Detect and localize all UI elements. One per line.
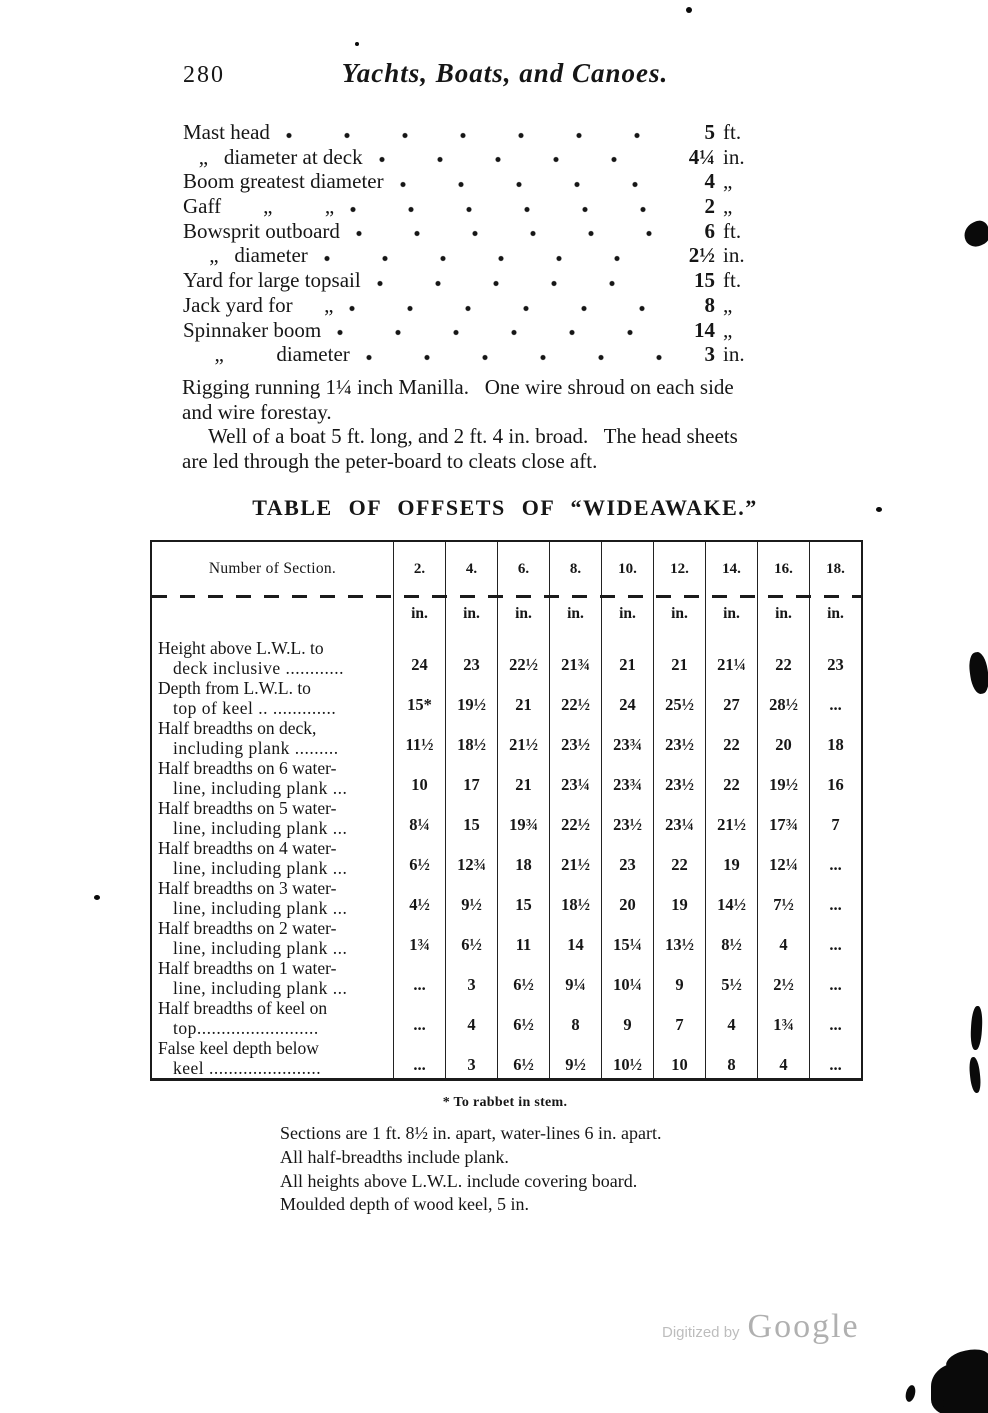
spar-unit: in. bbox=[723, 342, 745, 367]
spar-unit: in. bbox=[723, 144, 745, 169]
table-value-cell: 18½ bbox=[549, 878, 601, 918]
table-value-cell: 23¼ bbox=[549, 758, 601, 798]
table-value-cell: 22 bbox=[705, 758, 757, 798]
table-value-cell: 23 bbox=[601, 838, 653, 878]
table-value-cell: 23½ bbox=[653, 758, 705, 798]
spar-unit: „ bbox=[723, 169, 733, 194]
table-value-cell: 10 bbox=[393, 758, 445, 798]
row-label-line2: keel ....................... bbox=[173, 1057, 322, 1078]
table-value-cell: ... bbox=[809, 878, 861, 918]
row-label-line1: Half breadths on 1 water- bbox=[158, 958, 337, 978]
table-value-cell: ... bbox=[809, 958, 861, 998]
table-value-cell: 6½ bbox=[497, 958, 549, 998]
row-label-line2: deck inclusive ............ bbox=[173, 657, 344, 678]
table-value-cell: 15¼ bbox=[601, 918, 653, 958]
row-label-line1: Half breadths on deck, bbox=[158, 718, 317, 738]
spar-value: 14 bbox=[694, 317, 715, 342]
table-row-label bbox=[152, 958, 393, 998]
ink-blot bbox=[960, 218, 988, 251]
table-value-cell: 11½ bbox=[393, 718, 445, 758]
note-line: Moulded depth of wood keel, 5 in. bbox=[280, 1194, 529, 1215]
table-value-cell: 15* bbox=[393, 678, 445, 718]
table-value-cell: 9 bbox=[601, 998, 653, 1038]
table-value-cell: 23½ bbox=[601, 798, 653, 838]
table-value-cell: 4 bbox=[757, 1038, 809, 1078]
table-value-cell: 10¼ bbox=[601, 958, 653, 998]
spar-row bbox=[183, 342, 769, 367]
table-value-cell: 21 bbox=[601, 638, 653, 678]
dot-leader bbox=[349, 305, 663, 312]
table-value-cell: 4½ bbox=[393, 878, 445, 918]
table-value-cell: ... bbox=[809, 838, 861, 878]
table-value-cell: ... bbox=[393, 958, 445, 998]
paragraph-well: Well of a boat 5 ft. long, and 2 ft. 4 in. broad. The head sheets are led through the peter-board to cleats close aft. bbox=[182, 424, 738, 473]
ink-blot bbox=[686, 7, 692, 13]
table-value-cell: ... bbox=[393, 998, 445, 1038]
table-unit-spacer bbox=[152, 596, 393, 638]
dot-leader bbox=[366, 354, 663, 361]
table-value-cell: 23½ bbox=[653, 718, 705, 758]
spar-value: 2 bbox=[704, 194, 715, 219]
table-footnote: * To rabbet in stem. bbox=[442, 1095, 568, 1110]
table-value-cell: 21¼ bbox=[705, 638, 757, 678]
table-unit-cell: in. bbox=[705, 596, 757, 638]
table-value-cell: 8¼ bbox=[393, 798, 445, 838]
table-col-header: 12. bbox=[653, 542, 705, 596]
table-corner-header: Number of Section. bbox=[208, 560, 337, 577]
table-value-cell: 16 bbox=[809, 758, 861, 798]
table-value-cell: 21 bbox=[497, 678, 549, 718]
table-row-label bbox=[152, 718, 393, 758]
table-value-cell: 3 bbox=[445, 958, 497, 998]
table-value-cell: 15 bbox=[497, 878, 549, 918]
table-value-cell: 6½ bbox=[445, 918, 497, 958]
dot-leader bbox=[356, 230, 663, 237]
dot-leader bbox=[379, 156, 663, 163]
table-value-cell: 9½ bbox=[549, 1038, 601, 1078]
row-label-line2: top of keel .. ............. bbox=[173, 697, 337, 718]
table-value-cell: 21½ bbox=[549, 838, 601, 878]
table-col-header: 10. bbox=[601, 542, 653, 596]
spar-value: 4¼ bbox=[688, 144, 715, 169]
table-value-cell: 5½ bbox=[705, 958, 757, 998]
ink-blot bbox=[970, 1006, 983, 1051]
table-value-cell: 25½ bbox=[653, 678, 705, 718]
ink-blot bbox=[904, 1384, 917, 1403]
table-value-cell: 13½ bbox=[653, 918, 705, 958]
table-value-cell: 28½ bbox=[757, 678, 809, 718]
table-value-cell: 23¼ bbox=[653, 798, 705, 838]
spar-label: „ diameter at deck bbox=[183, 144, 363, 169]
table-unit-cell: in. bbox=[549, 596, 601, 638]
table-value-cell: 12¼ bbox=[757, 838, 809, 878]
spar-row bbox=[183, 120, 769, 145]
table-value-cell: 6½ bbox=[497, 998, 549, 1038]
table-col-header: 2. bbox=[393, 542, 445, 596]
table-row-label bbox=[152, 758, 393, 798]
table-value-cell: 10 bbox=[653, 1038, 705, 1078]
spar-unit: „ bbox=[723, 292, 733, 317]
table-value-cell: 7 bbox=[809, 798, 861, 838]
table-value-cell: 6½ bbox=[393, 838, 445, 878]
row-label-line1: Half breadths on 5 water- bbox=[158, 798, 337, 818]
spar-unit: „ bbox=[723, 317, 733, 342]
table-value-cell: 10½ bbox=[601, 1038, 653, 1078]
note-line: All heights above L.W.L. include covering board. bbox=[280, 1170, 638, 1191]
spar-row bbox=[183, 293, 769, 318]
dot-leader bbox=[377, 280, 663, 287]
row-label-line1: Half breadths on 2 water- bbox=[158, 918, 337, 938]
table-value-cell: 23½ bbox=[549, 718, 601, 758]
row-label-line2: line, including plank ... bbox=[173, 777, 348, 798]
table-col-header: 8. bbox=[549, 542, 601, 596]
table-value-cell: 22½ bbox=[549, 678, 601, 718]
notes-block bbox=[280, 1122, 662, 1217]
spar-dimensions-list bbox=[183, 120, 769, 367]
table-value-cell: 8 bbox=[549, 998, 601, 1038]
row-label-line2: including plank ......... bbox=[173, 737, 339, 758]
table-value-cell: 22 bbox=[653, 838, 705, 878]
table-value-cell: 11 bbox=[497, 918, 549, 958]
ink-blot bbox=[94, 895, 100, 900]
spar-unit: ft. bbox=[723, 218, 742, 243]
watermark-prefix-text: Digitized by bbox=[662, 1324, 740, 1341]
ink-blot bbox=[967, 651, 988, 695]
table-value-cell: 22½ bbox=[497, 638, 549, 678]
row-label-line2: line, including plank ... bbox=[173, 857, 348, 878]
table-unit-cell: in. bbox=[445, 596, 497, 638]
row-label-line1: False keel depth below bbox=[158, 1038, 319, 1058]
row-label-line1: Depth from L.W.L. to bbox=[158, 678, 311, 698]
table-unit-cell: in. bbox=[601, 596, 653, 638]
page-number: 280 bbox=[183, 62, 225, 88]
table-row-label bbox=[152, 798, 393, 838]
table-value-cell: 21 bbox=[497, 758, 549, 798]
row-label-line1: Half breadths on 6 water- bbox=[158, 758, 337, 778]
dot-leader bbox=[400, 181, 663, 188]
google-logo: Google bbox=[747, 1308, 860, 1345]
spar-row bbox=[183, 145, 769, 170]
spar-label: Mast head bbox=[183, 120, 270, 144]
table-value-cell: 2½ bbox=[757, 958, 809, 998]
table-col-header: 14. bbox=[705, 542, 757, 596]
table-value-cell: 14½ bbox=[705, 878, 757, 918]
table-value-cell: 21¾ bbox=[549, 638, 601, 678]
table-col-header: 4. bbox=[445, 542, 497, 596]
row-label-line2: line, including plank ... bbox=[173, 977, 348, 998]
table-value-cell: 14 bbox=[549, 918, 601, 958]
dot-leader bbox=[286, 132, 663, 139]
spar-value: 15 bbox=[694, 268, 715, 293]
table-value-cell: 27 bbox=[705, 678, 757, 718]
dot-leader bbox=[350, 206, 663, 213]
running-title: Yachts, Boats, and Canoes. bbox=[341, 58, 669, 88]
table-row-label bbox=[152, 678, 393, 718]
spar-label: Gaff „ „ bbox=[183, 194, 335, 219]
table-value-cell: 9½ bbox=[445, 878, 497, 918]
spar-unit: ft. bbox=[723, 120, 742, 144]
spar-value: 3 bbox=[704, 342, 715, 367]
spar-row bbox=[183, 243, 769, 268]
table-value-cell: 24 bbox=[601, 678, 653, 718]
spar-row bbox=[183, 169, 769, 194]
spar-unit: „ bbox=[723, 194, 733, 219]
table-row-label bbox=[152, 998, 393, 1038]
table-value-cell: 12¾ bbox=[445, 838, 497, 878]
spar-value: 5 bbox=[704, 120, 715, 144]
spar-row bbox=[183, 318, 769, 343]
offsets-table-heading: TABLE OF OFFSETS OF “WIDEAWAKE.” bbox=[252, 495, 758, 520]
table-value-cell: 22½ bbox=[549, 798, 601, 838]
table-value-cell: 19 bbox=[705, 838, 757, 878]
table-row-label bbox=[152, 638, 393, 678]
dot-leader bbox=[324, 255, 663, 262]
row-label-line2: line, including plank ... bbox=[173, 817, 348, 838]
table-value-cell: ... bbox=[809, 918, 861, 958]
spar-label: Yard for large topsail bbox=[183, 268, 361, 293]
table-value-cell: ... bbox=[809, 678, 861, 718]
table-value-cell: 19½ bbox=[757, 758, 809, 798]
table-value-cell: 17¾ bbox=[757, 798, 809, 838]
table-value-cell: 9¼ bbox=[549, 958, 601, 998]
table-value-cell: 3 bbox=[445, 1038, 497, 1078]
spar-unit: in. bbox=[723, 243, 745, 268]
table-value-cell: 23 bbox=[445, 638, 497, 678]
offsets-table bbox=[150, 540, 863, 1081]
note-line: All half-breadths include plank. bbox=[280, 1146, 509, 1167]
table-value-cell: 20 bbox=[601, 878, 653, 918]
table-col-header: 16. bbox=[757, 542, 809, 596]
spar-unit: ft. bbox=[723, 268, 742, 293]
table-value-cell: 18 bbox=[497, 838, 549, 878]
row-label-line2: top......................... bbox=[173, 1017, 319, 1038]
spar-label: Bowsprit outboard bbox=[183, 218, 340, 243]
table-value-cell: ... bbox=[809, 998, 861, 1038]
table-value-cell: 6½ bbox=[497, 1038, 549, 1078]
table-value-cell: 15 bbox=[445, 798, 497, 838]
dot-leader bbox=[337, 329, 663, 336]
table-value-cell: 8½ bbox=[705, 918, 757, 958]
spar-label: „ diameter bbox=[183, 342, 350, 367]
table-value-cell: 1¾ bbox=[757, 998, 809, 1038]
digitized-watermark bbox=[662, 1308, 860, 1346]
table-value-cell: 23 bbox=[809, 638, 861, 678]
table-value-cell: 19½ bbox=[445, 678, 497, 718]
row-label-line1: Half breadths of keel on bbox=[158, 998, 328, 1018]
table-row-label bbox=[152, 878, 393, 918]
table-row-label bbox=[152, 838, 393, 878]
spar-label: „ diameter bbox=[183, 243, 308, 268]
table-value-cell: 21½ bbox=[497, 718, 549, 758]
table-row-label bbox=[152, 918, 393, 958]
table-unit-cell: in. bbox=[809, 596, 861, 638]
spar-row bbox=[183, 219, 769, 244]
spar-label: Spinnaker boom bbox=[183, 317, 322, 342]
spar-row bbox=[183, 194, 769, 219]
ink-blot bbox=[968, 1057, 982, 1094]
table-value-cell: 20 bbox=[757, 718, 809, 758]
spar-label: Jack yard for „ bbox=[183, 292, 334, 317]
table-value-cell: 22 bbox=[757, 638, 809, 678]
table-value-cell: 7 bbox=[653, 998, 705, 1038]
table-value-cell: 4 bbox=[757, 918, 809, 958]
ink-blot bbox=[876, 507, 882, 512]
table-col-header: 6. bbox=[497, 542, 549, 596]
ink-blot bbox=[355, 42, 359, 46]
header-separator-rule bbox=[152, 595, 861, 598]
spar-value: 6 bbox=[704, 218, 715, 243]
table-unit-cell: in. bbox=[757, 596, 809, 638]
table-value-cell: 9 bbox=[653, 958, 705, 998]
row-label-line2: line, including plank ... bbox=[173, 937, 348, 958]
table-value-cell: 23¾ bbox=[601, 718, 653, 758]
spar-value: 2½ bbox=[688, 243, 715, 268]
table-value-cell: 4 bbox=[705, 998, 757, 1038]
table-unit-cell: in. bbox=[393, 596, 445, 638]
table-value-cell: ... bbox=[809, 1038, 861, 1078]
table-value-cell: 18½ bbox=[445, 718, 497, 758]
table-value-cell: 17 bbox=[445, 758, 497, 798]
row-label-line1: Half breadths on 3 water- bbox=[158, 878, 337, 898]
table-value-cell: 1¾ bbox=[393, 918, 445, 958]
table-unit-cell: in. bbox=[653, 596, 705, 638]
spar-row bbox=[183, 268, 769, 293]
table-row-label bbox=[152, 1038, 393, 1078]
table-value-cell: 24 bbox=[393, 638, 445, 678]
table-value-cell: 23¾ bbox=[601, 758, 653, 798]
table-unit-cell: in. bbox=[497, 596, 549, 638]
paragraph-rigging: Rigging running 1¼ inch Manilla. One wire shroud on each side and wire forestay. bbox=[182, 375, 734, 424]
table-value-cell: 4 bbox=[445, 998, 497, 1038]
table-value-cell: 18 bbox=[809, 718, 861, 758]
table-value-cell: 19 bbox=[653, 878, 705, 918]
row-label-line1: Half breadths on 4 water- bbox=[158, 838, 337, 858]
spar-value: 8 bbox=[704, 292, 715, 317]
row-label-line1: Height above L.W.L. to bbox=[158, 638, 324, 658]
spar-label: Boom greatest diameter bbox=[183, 169, 384, 194]
table-value-cell: 19¾ bbox=[497, 798, 549, 838]
row-label-line2: line, including plank ... bbox=[173, 897, 348, 918]
table-value-cell: 8 bbox=[705, 1038, 757, 1078]
table-value-cell: 21 bbox=[653, 638, 705, 678]
spar-value: 4 bbox=[704, 169, 715, 194]
table-value-cell: 21½ bbox=[705, 798, 757, 838]
note-line: Sections are 1 ft. 8½ in. apart, water-lines 6 in. apart. bbox=[280, 1123, 662, 1143]
table-value-cell: 7½ bbox=[757, 878, 809, 918]
table-col-header: 18. bbox=[809, 542, 861, 596]
table-value-cell: ... bbox=[393, 1038, 445, 1078]
table-value-cell: 22 bbox=[705, 718, 757, 758]
